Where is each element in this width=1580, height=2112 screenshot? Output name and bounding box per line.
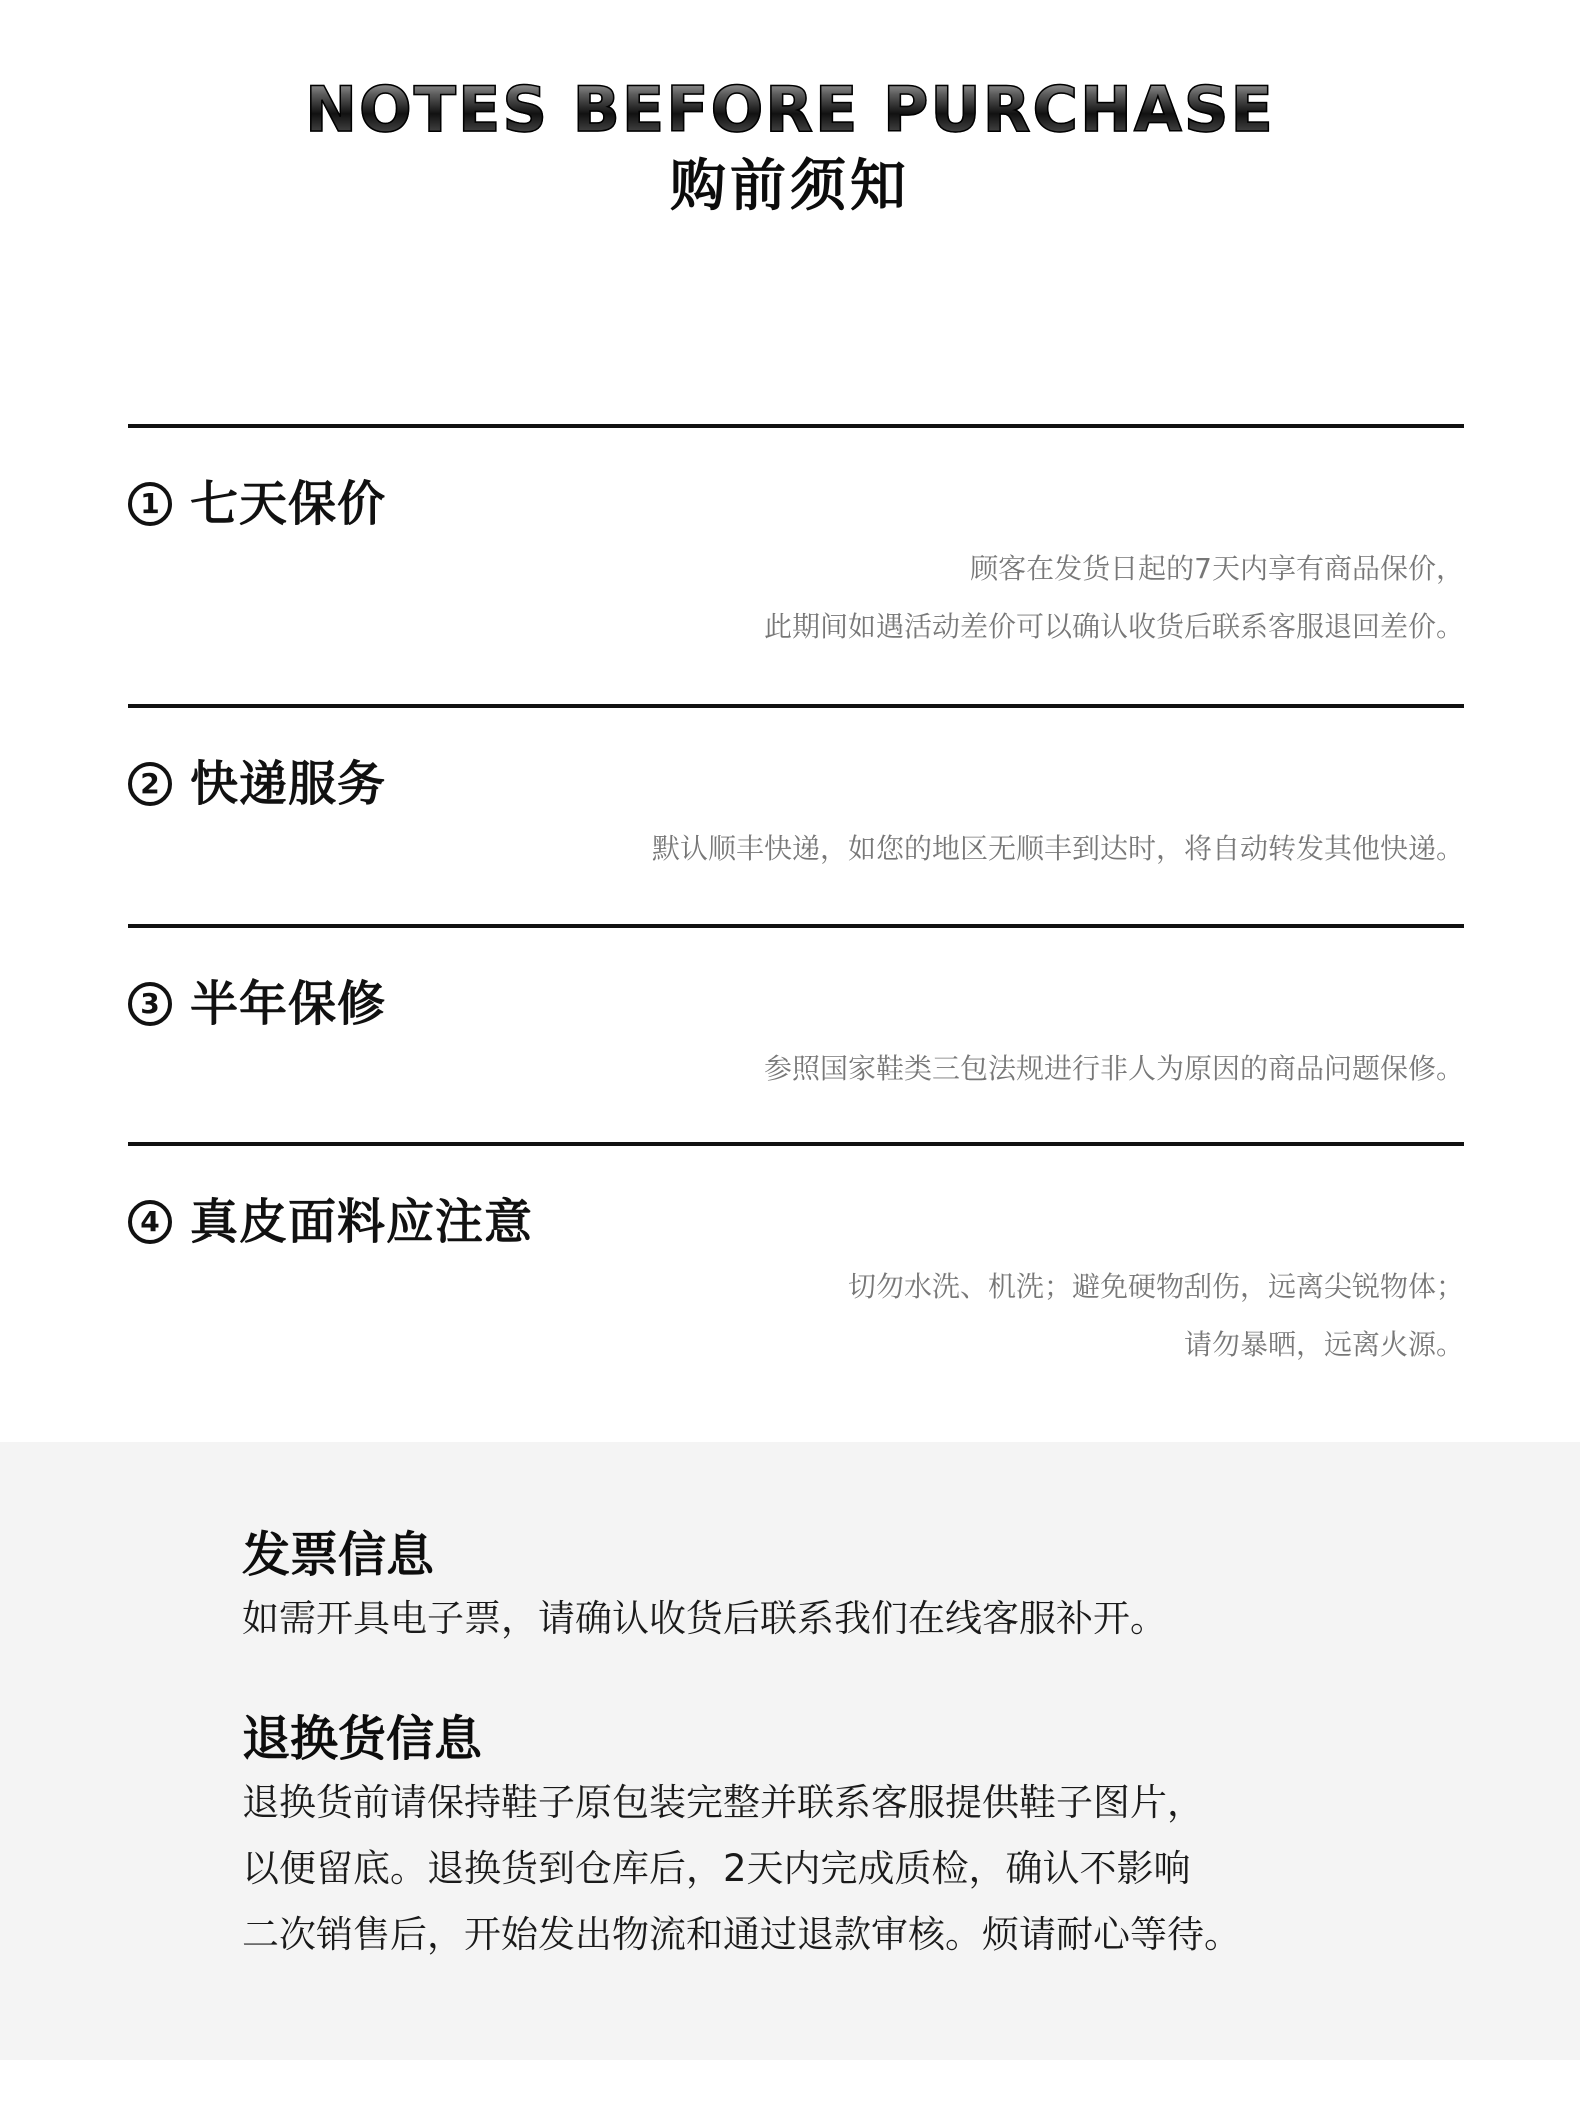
section-price-protection — [128, 424, 1464, 704]
returns-text-line: 二次销售后，开始发出物流和通过退款审核。烦请耐心等待。 — [242, 1913, 1241, 1956]
description-line: 参照国家鞋类三包法规进行非人为原因的商品问题保修。 — [763, 1052, 1464, 1085]
section-heading — [128, 756, 1464, 812]
section-description — [128, 540, 1464, 656]
section-heading — [128, 1194, 1464, 1250]
section-title: 真皮面料应注意 — [190, 1194, 534, 1250]
returns-text-line: 退换货前请保持鞋子原包装完整并联系客服提供鞋子图片， — [242, 1781, 1204, 1824]
returns-text-line: 以便留底。退换货到仓库后，2天内完成质检，确认不影响 — [242, 1847, 1191, 1890]
section-title: 七天保价 — [190, 476, 387, 532]
section-warranty — [128, 924, 1464, 1142]
description-line: 切勿水洗、机洗；避免硬物刮伤，远离尖锐物体； — [847, 1270, 1464, 1303]
section-title: 半年保修 — [190, 976, 387, 1032]
description-line: 默认顺丰快递，如您的地区无顺丰到达时，将自动转发其他快递。 — [651, 832, 1464, 865]
title-english: NOTES BEFORE PURCHASE — [0, 72, 1580, 148]
info-panel — [0, 1442, 1580, 2060]
section-description — [128, 820, 1464, 878]
number-badge-4: 4 — [128, 1200, 172, 1244]
number-badge-1: 1 — [128, 482, 172, 526]
section-leather-care — [128, 1142, 1464, 1436]
description-line: 此期间如遇活动差价可以确认收货后联系客服退回差价。 — [763, 610, 1464, 643]
invoice-title: 发票信息 — [242, 1527, 435, 1583]
invoice-text: 如需开具电子票，请确认收货后联系我们在线客服补开。 — [242, 1597, 1167, 1640]
section-description — [128, 1040, 1464, 1098]
notes-sections — [128, 424, 1464, 1436]
section-title: 快递服务 — [190, 756, 387, 812]
section-delivery-service — [128, 704, 1464, 924]
info-content — [242, 1524, 1442, 1968]
page-header — [0, 72, 1580, 222]
description-line: 顾客在发货日起的7天内享有商品保价， — [970, 552, 1464, 585]
section-heading — [128, 476, 1464, 532]
title-chinese: 购前须知 — [670, 154, 910, 219]
number-badge-2: 2 — [128, 762, 172, 806]
section-description — [128, 1258, 1464, 1374]
number-badge-3: 3 — [128, 982, 172, 1026]
returns-title: 退换货信息 — [242, 1711, 483, 1767]
description-line: 请勿暴晒，远离火源。 — [1183, 1328, 1464, 1361]
section-heading — [128, 976, 1464, 1032]
